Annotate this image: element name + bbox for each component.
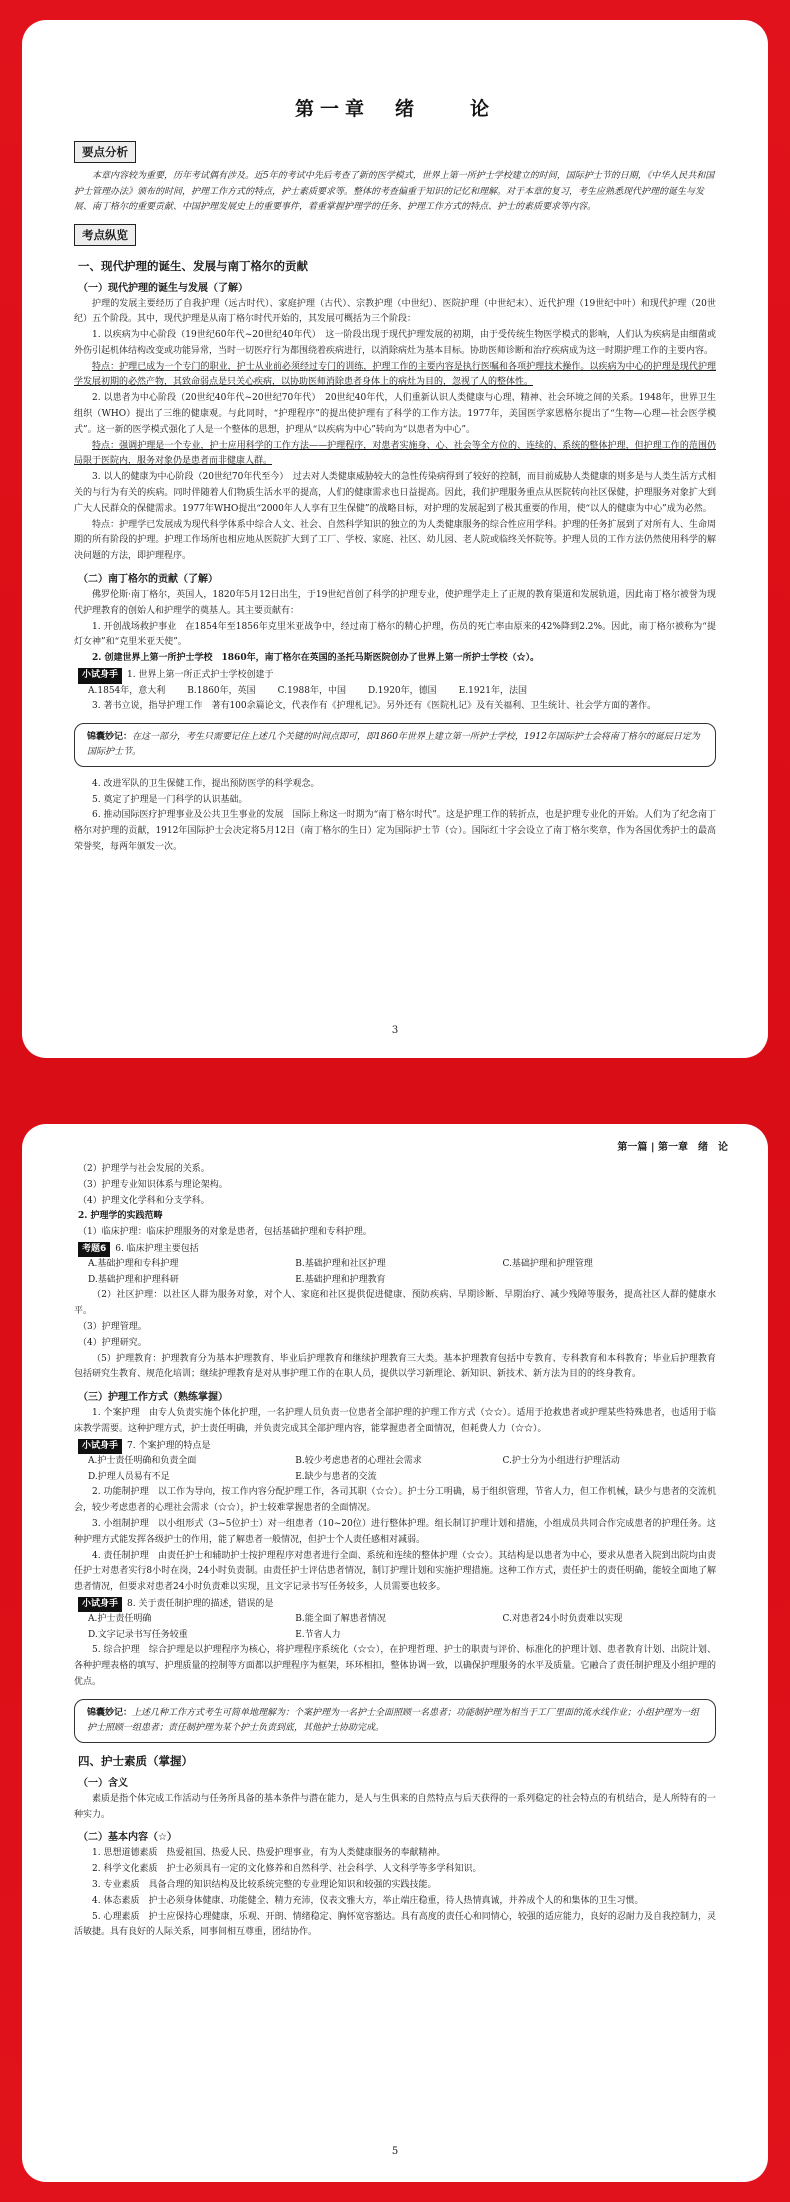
option[interactable]: B.1860年，英国: [187, 685, 256, 696]
paragraph: 5. 奠定了护理是一门科学的认识基础。: [92, 794, 248, 805]
question-text: 7. 个案护理的特点是: [127, 1440, 211, 1451]
memo-box: [74, 723, 716, 767]
question-label: 考题6: [78, 1242, 110, 1258]
practice-question: [78, 668, 716, 684]
subsection-title: （一）现代护理的诞生与发展（了解）: [78, 282, 248, 294]
option[interactable]: D.护理人员易有不足: [88, 1471, 170, 1482]
list-item: 2. 护理学的实践范畴: [78, 1211, 163, 1222]
textbook-page-3: [22, 20, 768, 1058]
paragraph: 素质是指个体完成工作活动与任务所具备的基本条件与潜在能力，是人与生俱来的自然特点与后天获得的一系列稳定的社会特点的有机结合，是人所特有的一种实力。: [74, 1793, 716, 1820]
paragraph: 特点：护理学已发展成为现代科学体系中综合人文、社会、自然科学知识的独立的为人类健康服务的综合性应用学科。护理的任务扩展到了对所有人、生命周期的所有阶段的护理。护理工作场所也相应地从医院扩大到了工厂、学校、家庭、社区、幼儿园、老人院或临终关怀院等。护理人员的工作方法仍然使用科学的解决问题的方法，即护理程序。: [74, 519, 716, 562]
option[interactable]: E.缺少与患者的交流: [295, 1471, 377, 1482]
question-label: 小试身手: [78, 1597, 122, 1613]
practice-question: [78, 1597, 716, 1613]
paragraph: 1. 以疾病为中心阶段（19世纪60年代~20世纪40年代） 这一阶段出现于现代护理发展的初期，由于受传统生物医学模式的影响，人们认为疾病是由细菌或外伤引起机体结构改变或功能异常，当时一切医疗行为都围绕着疾病进行，以消除病灶为基本目标。协助医师诊断和治疗疾病成为这一时期护理工作的主要内容。: [74, 330, 716, 356]
memo-text: 上述几种工作方式考生可简单地理解为：个案护理为一名护士全面照顾一名患者；功能制护理为相当于工厂里面的流水线作业；小组护理为一组护士照顾一组患者；责任制护理为某个护士负责到底，其他护士协助完成。: [87, 1707, 700, 1733]
option[interactable]: B.较少考虑患者的心理社会需求: [295, 1456, 422, 1467]
paragraph: （2）社区护理：以社区人群为服务对象，对个人、家庭和社区提供促进健康、预防疾病、早期诊断、早期治疗、减少残障等服务，提高社区人群的健康水平。: [74, 1290, 716, 1317]
section-title: 一、现代护理的诞生、发展与南丁格尔的贡献: [78, 258, 308, 273]
chapter-title: 第一章 绪 论: [294, 98, 495, 120]
option[interactable]: B.基础护理和社区护理: [295, 1259, 386, 1270]
key-points-tag: 要点分析: [74, 141, 136, 163]
paragraph: 特点：强调护理是一个专业，护士应用科学的工作方法——护理程序，对患者实施身、心、社会等全方位的、连续的、系统的整体护理，但护理工作的范围仍局限于医院内，服务对象仍是患者而非健康人群。: [74, 440, 716, 467]
option[interactable]: D.1920年，德国: [368, 685, 437, 696]
option[interactable]: A.1854年，意大利: [88, 685, 166, 696]
paragraph: （5）护理教育：护理教育分为基本护理教育、毕业后护理教育和继续护理教育三大类。基本护理教育包括中专教育、专科教育和本科教育；毕业后护理教育包括研究生教育、规范化培训；继续护理教育是对从事护理工作的在职人员，提供以学习新理论、新知识、新技术、新方法为目的的终身教育。: [74, 1353, 716, 1380]
option[interactable]: E.基础护理和护理教育: [295, 1274, 386, 1285]
list-item: （4）护理研究。: [78, 1337, 147, 1348]
textbook-page-5: [22, 1124, 768, 2182]
question-text: 6. 临床护理主要包括: [115, 1243, 199, 1254]
paragraph: 5. 心理素质 护士应保持心理健康，乐观、开朗、情绪稳定、胸怀宽容豁达。具有高度的责任心和同情心，较强的适应能力，良好的忍耐力及自我控制力，灵活敏捷。具有良好的人际关系，同事间相互尊重，团结协作。: [74, 1911, 716, 1938]
question-text: 1. 世界上第一所正式护士学校创建于: [127, 670, 274, 681]
question-options: [88, 1454, 716, 1485]
subsection-title: （二）基本内容（☆）: [78, 1832, 177, 1844]
paragraph: 5. 综合护理 综合护理是以护理程序为核心，将护理程序系统化（☆☆），在护理哲理、护士的职责与评价、标准化的护理计划、患者教育计划、出院计划、各种护理表格的填写、护理质量的控制等方面都以护理程序为框架，环环相扣，整体协调一致，以确保护理服务的水平及质量。它融合了责任制护理及小组护理的优点。: [74, 1645, 716, 1688]
option[interactable]: A.护士责任明确: [88, 1614, 152, 1625]
option[interactable]: E.节省人力: [295, 1629, 341, 1640]
paragraph: 1. 开创战场救护事业 在1854年至1856年克里米亚战争中，经过南丁格尔的精心护理，伤员的死亡率由原来的42%降到2.2%。因此，南丁格尔被称为“提灯女神”和“克里米亚天使”。: [74, 621, 716, 648]
section-title: 四、护士素质（掌握）: [78, 1753, 193, 1768]
paragraph: 2. 以患者为中心阶段（20世纪40年代~20世纪70年代） 20世纪40年代，人们重新认识人类健康与心理、精神、社会环境之间的关系。1948年，世界卫生组织（WHO）提出了三维的健康观。与此同时，“护理程序”的提出使护理有了科学的工作方法。1977年，美国医学家恩格尔提出了“生物—心理—社会医学模式”。这一新的医学模式强化了人是一个整体的思想，护理从“以疾病为中心”转向为“以患者为中心”。: [74, 393, 716, 435]
subsection-title: （一）含义: [78, 1777, 128, 1789]
paragraph: 4. 责任制护理 由责任护士和辅助护士按护理程序对患者进行全面、系统和连续的整体护理（☆☆）。其结构是以患者为中心，要求从患者入院到出院均由责任护士对患者实行8小时在岗，24小时负责制。由责任护士评估患者情况，制订护理计划和实施护理措施。这种工作方式，责任护士的责任明确，能较全面地了解患者情况，但要求对患者24小时负责难以实现，且文字记录书写任务较多，人员需要也较多。: [74, 1550, 716, 1593]
memo-label: 锦囊妙记：: [87, 731, 133, 742]
page-number: 5: [391, 2146, 399, 2157]
paragraph: 1. 思想道德素质 热爱祖国、热爱人民、热爱护理事业，有为人类健康服务的奉献精神。: [92, 1848, 446, 1859]
list-item: （2）护理学与社会发展的关系。: [78, 1164, 210, 1174]
paragraph: 佛罗伦斯·南丁格尔，英国人，1820年5月12日出生，于19世纪首创了科学的护理专业，使护理学走上了正规的教育渠道和发展轨道，因此南丁格尔被誉为现代护理教育的创始人和护理学的奠基人。其主要贡献有：: [74, 590, 716, 616]
paragraph: 特点：护理已成为一个专门的职业，护士从业前必须经过专门的训练，护理工作的主要内容是执行医嘱和各项护理技术操作。以疾病为中心的护理是现代护理学发展初期的必然产物，其致命弱点是只关心疾病，以协助医师消除患者身体上的病灶为目的，忽视了人的整体性。: [74, 361, 716, 388]
option[interactable]: C.对患者24小时负责难以实现: [502, 1614, 623, 1625]
memo-text: 在这一部分，考生只需要记住上述几个关键的时间点即可，即1860年世界上建立第一所护士学校，1912年国际护士会将南丁格尔的诞辰日定为国际护士节。: [87, 731, 700, 757]
paragraph: 护理的发展主要经历了自我护理（远古时代）、家庭护理（古代）、宗教护理（中世纪）、医院护理（中世纪末）、近代护理（19世纪中叶）和现代护理（20世纪）五个阶段。其中，现代护理是从南丁格尔时代开始的，其发展可概括为三个阶段：: [74, 298, 716, 325]
question-text: 8. 关于责任制护理的描述，错误的是: [127, 1598, 274, 1609]
paragraph: 3. 小组制护理 以小组形式（3~5位护士）对一组患者（10~20位）进行整体护理。组长制订护理计划和措施，小组成员共同合作完成患者的护理任务。这种护理方式能发挥各级护士的作用，能了解患者一般情况，但护士个人责任感相对减弱。: [74, 1518, 716, 1545]
paragraph: 1. 个案护理 由专人负责实施个体化护理，一名护理人员负责一位患者全部护理的护理工作方式（☆☆）。适用于抢救患者或护理某些特殊患者，也适用于临床教学需要。这种护理方式，护士责任明确，并负责完成其全部护理内容，能掌握患者全面情况，但耗费人力（☆☆）。: [74, 1408, 716, 1435]
list-item: （3）护理专业知识体系与理论架构。: [78, 1179, 228, 1190]
paragraph: 3. 以人的健康为中心阶段（20世纪70年代至今） 过去对人类健康威胁较大的急性传染病得到了较好的控制，而目前威胁人类健康的则多是与人类生活方式相关的与行为有关的疾病。同时伴随着人们物质生活水平的提高，人们的健康需求也日益提高。因此，我们护理服务重点从医院转向社区保健，护理服务对象扩大到广大人民群众的保健需求。1977年WHO提出“2000年人人享有卫生保健”的战略目标，对护理的发展起到了极其重要的作用，使“以人的健康为中心”成为必然。: [74, 472, 716, 514]
memo-label: 锦囊妙记：: [87, 1707, 133, 1718]
paragraph: 3. 著书立说，指导护理工作 著有100余篇论文，代表作有《护理札记》。另外还有《医院札记》及有关福利、卫生统计、社会学方面的著作。: [92, 701, 657, 712]
paragraph: 2. 科学文化素质 护士必须具有一定的文化修养和自然科学、社会科学、人文科学等多学科知识。: [92, 1864, 482, 1875]
question-label: 小试身手: [78, 668, 122, 684]
question-options: [88, 1257, 716, 1288]
option[interactable]: A.基础护理和专科护理: [88, 1259, 179, 1270]
option[interactable]: C.基础护理和护理管理: [502, 1259, 593, 1270]
paragraph: 6. 推动国际医疗护理事业及公共卫生事业的发展 国际上称这一时期为“南丁格尔时代”。这是护理工作的转折点，也是护理专业化的开始。人们为了纪念南丁格尔对护理的贡献，1912年国际护士会决定将5月12日（南丁格尔的生日）定为国际护士节（☆）。国际红十字会设立了南丁格尔奖章，作为各国优秀护士的最高荣誉奖，每两年颁发一次。: [74, 810, 716, 853]
option[interactable]: D.基础护理和护理科研: [88, 1274, 179, 1285]
exam-question: [78, 1242, 716, 1258]
page-number: 3: [391, 1025, 399, 1036]
list-item: （1）临床护理：临床护理服务的对象是患者，包括基础护理和专科护理。: [78, 1227, 372, 1238]
practice-question: [78, 1439, 716, 1455]
paragraph: 4. 改进军队的卫生保健工作，提出预防医学的科学观念。: [92, 778, 320, 789]
option[interactable]: D.文字记录书写任务较重: [88, 1629, 188, 1640]
option[interactable]: B.能全面了解患者情况: [295, 1614, 386, 1625]
option[interactable]: C.护士分为小组进行护理活动: [502, 1456, 620, 1467]
paragraph: 3. 专业素质 具备合理的知识结构及比较系统完整的专业理论知识和较强的实践技能。: [92, 1880, 437, 1891]
question-label: 小试身手: [78, 1439, 122, 1455]
option[interactable]: A.护士责任明确和负责全面: [88, 1456, 197, 1467]
paragraph: 2. 创建世界上第一所护士学校 1860年，南丁格尔在英国的圣托马斯医院创办了世界上第一所护士学校（☆）。: [92, 653, 540, 664]
memo-box: [74, 1699, 716, 1743]
paragraph: 2. 功能制护理 以工作为导向，按工作内容分配护理工作，各司其职（☆☆）。护士分工明确，易于组织管理，节省人力，但工作机械，缺少与患者的交流机会，较少考虑患者的心理社会需求（☆☆），护士较难掌握患者的全面情况。: [74, 1487, 716, 1514]
question-options: [88, 1612, 716, 1643]
review-tag: 考点纵览: [74, 224, 136, 246]
question-options: [88, 684, 716, 700]
subsection-title: （二）南丁格尔的贡献（了解）: [78, 574, 218, 586]
list-item: （4）护理文化学科和分支学科。: [78, 1195, 210, 1206]
option[interactable]: C.1988年，中国: [277, 685, 346, 696]
paragraph: 4. 体态素质 护士必须身体健康、功能健全、精力充沛，仪表文雅大方，举止端庄稳重，待人热情真诚，并养成个人的和集体的卫生习惯。: [92, 1895, 644, 1906]
option[interactable]: E.1921年，法国: [458, 685, 528, 696]
running-head: 第一篇 | 第一章 绪 论: [617, 1142, 728, 1153]
chapter-intro: 本章内容较为重要，历年考试偶有涉及。近5年的考试中先后考查了新的医学模式，世界上第一所护士学校建立的时间，国际护士节的日期，《中华人民共和国护士管理办法》颁布的时间，护理工作方式的特点，护士素质要求等。整体的考查偏重于知识的记忆和理解。对于本章的复习，考生应熟悉现代护理的诞生与发展、南丁格尔的重要贡献、中国护理发展史上的重要事件，着重掌握护理学的任务、护理工作方式的特点、护士的素质要求等内容。: [74, 171, 715, 212]
subsection-title: （三）护理工作方式（熟练掌握）: [78, 1392, 228, 1404]
list-item: （3）护理管理。: [78, 1322, 147, 1333]
